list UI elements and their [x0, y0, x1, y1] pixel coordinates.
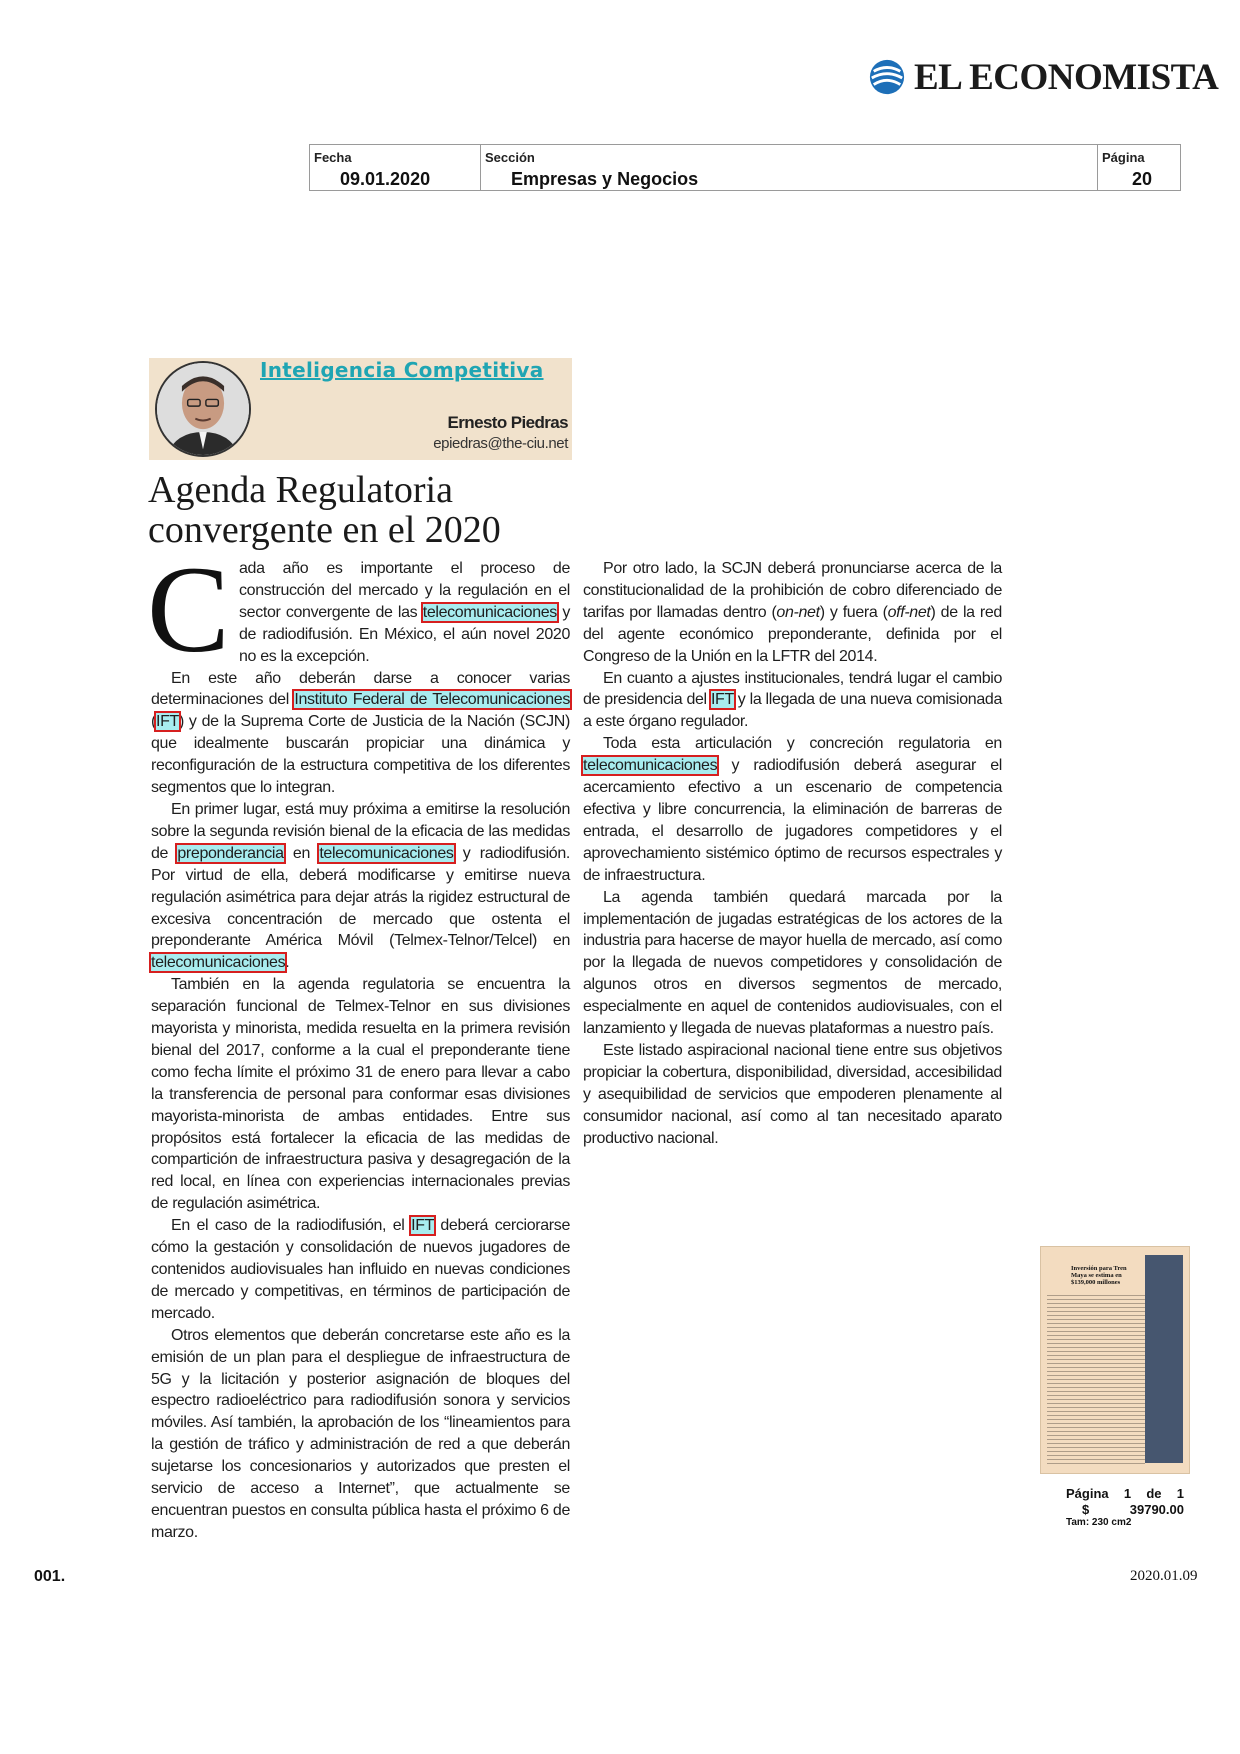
dropcap: C [147, 541, 230, 678]
column-name: Inteligencia Competitiva [260, 358, 544, 382]
headline-line-2: convergente en el 2020 [148, 509, 501, 551]
paragraph: También en la agenda regulatoria se encuentra la separación funcional de Telmex-Telnor en sus divisiones mayorista y minorista, medida resuelta en la primera revisión bienal del 2017, conforme a la cual el preponderante tiene como fecha límite el próximo 31 de enero para llevar a cabo la transferencia de personal para conformar esas divisiones mayorista-minorista de ambas entidades. Entre sus propósitos está fortalecer la eficacia de las medidas de compartición de infraestructura pasiva y desagregación de la red local, en línea con experiencias internacionales previas de regulación asimétrica. [151, 976, 570, 1213]
masthead-title: EL ECONOMISTA [914, 56, 1219, 98]
of-word: de [1146, 1486, 1162, 1501]
paragraph: En este año deberán darse a conocer varias determinaciones del Instituto Federal de Telecomunicaciones (IFT) y de la Suprema Corte de Justicia de la Nación (SCJN) que idealmente buscarán propiciar una dinámica y reconfiguración de la estructura competitiva de los diferentes segmentos que lo integran. [151, 669, 570, 797]
metadata-table [309, 144, 1181, 191]
globe-logo-icon [868, 58, 906, 96]
paragraph: La agenda también quedará marcada por la implementación de jugadas estratégicas de los actores de la industria para hacerse de mayor huella de mercado, así como por la llegada de nuevos competidores y consolidación de algunos otros en diversos segmentos de mercado, especialmente en aquel de contenidos audiovisuales, con el lanzamiento y llegada de nuevas plataformas a nuestro país. [583, 888, 1002, 1038]
paragraph: En cuanto a ajustes institucionales, tendrá lugar el cambio de presidencia del IFT y la llegada de una nueva comisionada a este órgano regulador. [583, 669, 1002, 731]
currency-symbol: $ [1082, 1502, 1090, 1517]
keyword-highlight: IFT [710, 691, 734, 709]
paragraph: Por otro lado, la SCJN deberá pronunciarse acerca de la constitucionalidad de la prohibición de cobro diferenciado de tarifas por llamadas dentro (on-net) y fuera (off-net) de la red del agente económico preponderante, definida por el Congreso de la Unión en la LFTR del 2014. [583, 560, 1002, 665]
page-number: 1 [1123, 1486, 1132, 1501]
article-headline [148, 470, 608, 550]
article-column-1 [147, 541, 570, 1544]
date-cell [310, 145, 480, 190]
paragraph: Este listado aspiracional nacional tiene entre sus objetivos propiciar la cobertura, disponibilidad, diversidad, accesibilidad y asequibilidad de servicios que empoderen plenamente al consumidor nacional, así como al tan necesitado aparato productivo nacional. [583, 1041, 1002, 1147]
page-word: Página [1066, 1486, 1109, 1501]
size-info: Tam: 230 cm2 [1066, 1517, 1132, 1528]
keyword-highlight: telecomunicaciones [583, 757, 718, 775]
paragraph: Otros elementos que deberán concretarse este año es la emisión de un plan para el despliegue de infraestructura de 5G y la licitación y posterior asignación de bloques del espectro radioeléctrico para radiodifusión sonora y servicios móviles. Así también, la aprobación de los “lineamientos para la gestión de tráfico y administración de red a que deberán sujetarse los concesionarios y autorizados que presten el servicio de acceso a Internet”, que actualmente se encuentran puestos en consulta pública hasta el próximo 6 de marzo. [151, 1326, 570, 1541]
keyword-highlight: Instituto Federal de Telecomunicaciones [294, 691, 570, 709]
author-name: Ernesto Piedras [447, 413, 568, 432]
section-label: Sección [485, 150, 535, 165]
keyword-highlight: telecomunicaciones [319, 844, 454, 862]
section-cell [480, 145, 1097, 190]
page-info [1066, 1486, 1184, 1528]
keyword-highlight: telecomunicaciones [151, 954, 286, 972]
footer-index: 001. [34, 1568, 66, 1585]
masthead [868, 52, 1228, 102]
section-value: Empresas y Negocios [511, 169, 699, 189]
article-column-2 [583, 558, 1002, 1149]
keyword-highlight: IFT [411, 1217, 434, 1235]
page-label: Página [1102, 150, 1145, 165]
amount: 39790.00 [1129, 1502, 1184, 1517]
date-label: Fecha [314, 150, 352, 165]
keyword-highlight: IFT [155, 713, 179, 731]
paragraph: En el caso de la radiodifusión, el IFT deberá cerciorarse cómo la gestación y consolidación de nuevos jugadores de contenidos audiovisuales han influido en nuevas condiciones de mercado y competitivas, en términos de participación de mercado. [151, 1217, 570, 1322]
paragraph: Cada año es importante el proceso de construcción del mercado y la regulación en el sector convergente de las telecomunicaciones y de radiodifusión. En México, el aún novel 2020 no es la excepción. [147, 541, 570, 678]
thumbnail-headline: Inversión para Tren Maya se estima en $139,000 millones [1071, 1265, 1127, 1286]
paragraph: En primer lugar, está muy próxima a emitirse la resolución sobre la segunda revisión bienal de la eficacia de las medidas de preponderancia en telecomunicaciones y radiodifusión. Por virtud de ella, deberá modificarse y emitirse nueva regulación asimétrica para dejar atrás la rigidez estructural de excesiva concentración de mercado que ostenta el preponderante América Móvil (Telmex-Telnor/Telcel) en telecomunicaciones. [151, 800, 570, 972]
date-value: 09.01.2020 [340, 169, 431, 189]
page-thumbnail [1040, 1246, 1190, 1474]
paragraph: Toda esta articulación y concreción regulatoria en telecomunicaciones y radiodifusión deberá asegurar el acercamiento efectivo a un escenario de competencia efectiva y libre concurrencia, la eliminación de barreras de entrada, el desarrollo de jugadores competidores y el aprovechamiento sistémico óptimo de recursos espectrales y de infraestructura. [583, 735, 1002, 884]
author-email: epiedras@the-ciu.net [433, 435, 568, 452]
page-value: 20 [1131, 169, 1152, 189]
page-total: 1 [1176, 1486, 1184, 1501]
column-banner [149, 358, 572, 460]
author-photo [155, 361, 251, 457]
thumbnail-sidebar [1145, 1255, 1183, 1463]
thumbnail-text-lines [1047, 1295, 1145, 1465]
footer-date: 2020.01.09 [1130, 1568, 1198, 1584]
headline-line-1: Agenda Regulatoria [148, 469, 453, 511]
keyword-highlight: preponderancia [177, 844, 284, 862]
page-cell [1097, 145, 1180, 190]
keyword-highlight: telecomunicaciones [422, 603, 557, 621]
